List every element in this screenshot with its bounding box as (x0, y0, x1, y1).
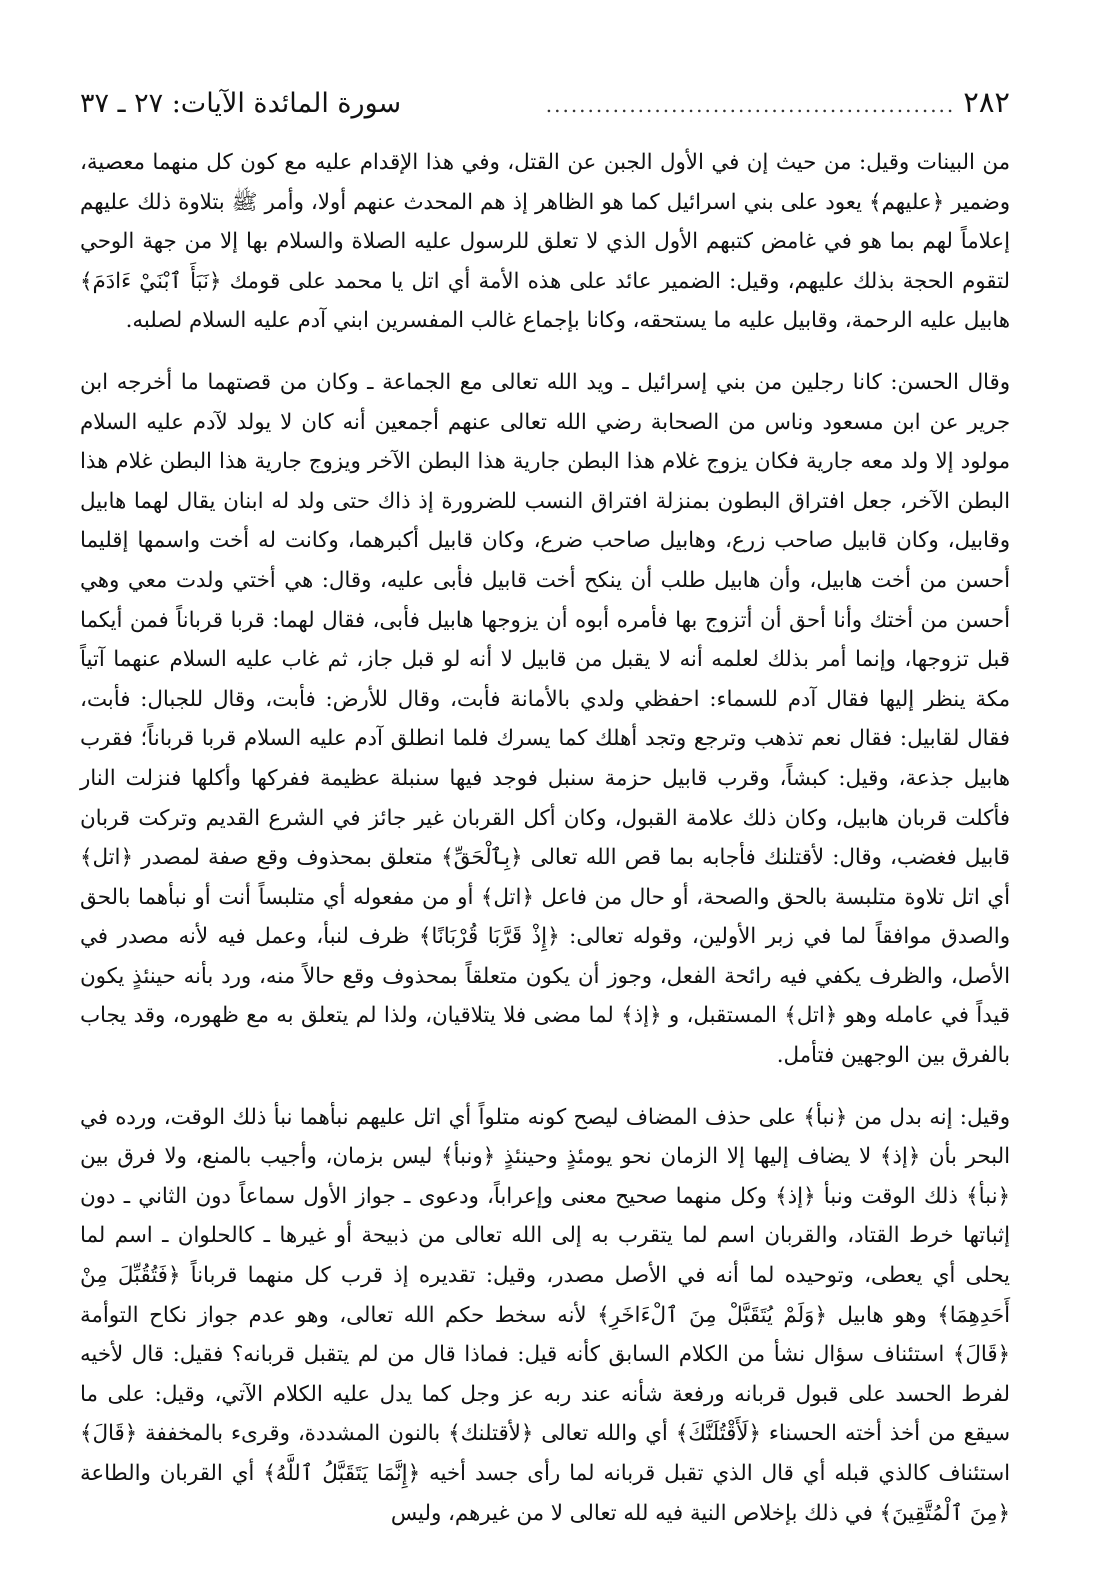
running-title: سورة المائدة الآيات: ٢٧ ـ ٣٧ (80, 88, 402, 119)
header-leader-dots: ................................................. (545, 93, 956, 117)
paragraph: وقال الحسن: كانا رجلين من بني إسرائيل ـ ويد الله تعالى مع الجماعة ـ وكان من قصتهما ما أخرجه ابن جرير عن ابن مسعود وناس من الصحابة رضي الله تعالى عنهم أجمعين أنه كان لا يولد لآدم عليه السلام مولود إلا ولد معه جارية فكان يزوج غلام هذا البطن جارية هذا البطن الآخر ويزوج جارية هذا البطن غلام هذا البطن الآخر، جعل افتراق البطون بمنزلة افتراق النسب للضرورة إذ ذاك حتى ولد له ابنان يقال لهما هابيل وقابيل، وكان قابيل صاحب زرع، وهابيل صاحب ضرع، وكان قابيل أكبرهما، وكانت له أخت واسمها إقليما أحسن من أخت هابيل، وأن هابيل طلب أن ينكح أخت قابيل فأبى عليه، وقال: هي أختي ولدت معي وهي أحسن من أختك وأنا أحق أن أتزوج بها فأمره أبوه أن يزوجها هابيل فأبى، فقال لهما: قربا قرباناً فمن أيكما قبل تزوجها، وإنما أمر بذلك لعلمه أنه لا يقبل من قابيل لا أنه لو قبل جاز، ثم غاب عليه السلام عنهما آتياً مكة ينظر إليها فقال آدم للسماء: احفظي ولدي بالأمانة فأبت، وقال للأرض: فأبت، وقال للجبال: فأبت، فقال لقابيل: فقال نعم تذهب وترجع وتجد أهلك كما يسرك فلما انطلق آدم عليه السلام قربا قرباناً؛ فقرب هابيل جذعة، وقيل: كبشاً، وقرب قابيل حزمة سنبل فوجد فيها سنبلة عظيمة ففركها وأكلها فنزلت النار فأكلت قربان هابيل، وكان ذلك علامة القبول، وكان أكل القربان غير جائز في الشرع القديم وتركت قربان قابيل فغضب، وقال: لأقتلنك فأجابه بما قص الله تعالى ﴿بِٱلْحَقِّ﴾ متعلق بمحذوف وقع صفة لمصدر ﴿اتل﴾ أي اتل تلاوة متلبسة بالحق والصحة، أو حال من فاعل ﴿اتل﴾ أو من مفعوله أي متلبساً أنت أو نبأهما بالحق والصدق موافقاً لما في زبر الأولين، وقوله تعالى: ﴿إِذْ قَرَّبَا قُرْبَانًا﴾ ظرف لنبأ، وعمل فيه لأنه مصدر في الأصل، والظرف يكفي فيه رائحة الفعل، وجوز أن يكون متعلقاً بمحذوف وقع حالاً منه، ورد بأنه حينئذٍ يكون قيداً في عامله وهو ﴿اتل﴾ المستقبل، و ﴿إذ﴾ لما مضى فلا يتلاقيان، ولذا لم يتعلق به مع ظهوره، وقد يجاب بالفرق بين الوجهين فتأمل. (80, 369, 1010, 1069)
running-header (80, 82, 1010, 125)
paragraph: من البينات وقيل: من حيث إن في الأول الجبن عن القتل، وفي هذا الإقدام عليه مع كون كل منهما معصية، وضمير ﴿عليهم﴾ يعود على بني اسرائيل كما هو الظاهر إذ هم المحدث عنهم أولا، وأمر ﷺ بتلاوة ذلك عليهم إعلاماً لهم بما هو في غامض كتبهم الأول الذي لا تعلق للرسول عليه الصلاة والسلام بها إلا من جهة الوحي لتقوم الحجة بذلك عليهم، وقيل: الضمير عائد على هذه الأمة أي اتل يا محمد على قومك ﴿نَبَأَ ٱبْنَيْ ءَادَمَ﴾ هابيل عليه الرحمة، وقابيل عليه ما يستحقه، وكانا بإجماع غالب المفسرين ابني آدم عليه السلام لصلبه. (80, 150, 1010, 334)
page-number: ٢٨٢ (963, 85, 1010, 119)
paragraph: وقيل: إنه بدل من ﴿نبأ﴾ على حذف المضاف ليصح كونه متلواً أي اتل عليهم نبأهما نبأ ذلك الوقت، ورده في البحر بأن ﴿إذ﴾ لا يضاف إليها إلا الزمان نحو يومئذٍ وحينئذٍ ﴿ونبأ﴾ ليس بزمان، وأجيب بالمنع، ولا فرق بين ﴿نبأ﴾ ذلك الوقت ونبأ ﴿إذ﴾ وكل منهما صحيح معنى وإعراباً، ودعوى ـ جواز الأول سماعاً دون الثاني ـ دون إثباتها خرط القتاد، والقربان اسم لما يتقرب به إلى الله تعالى من ذبيحة أو غيرها ـ كالحلوان ـ اسم لما يحلى أي يعطى، وتوحيده لما أنه في الأصل مصدر، وقيل: تقديره إذ قرب كل منهما قرباناً ﴿فَتُقُبِّلَ مِنْ أَحَدِهِمَا﴾ وهو هابيل ﴿وَلَمْ يُتَقَبَّلْ مِنَ ٱلْءَاخَرِ﴾ لأنه سخط حكم الله تعالى، وهو عدم جواز نكاح التوأمة ﴿قَالَ﴾ استئناف سؤال نشأ من الكلام السابق كأنه قيل: فماذا قال من لم يتقبل قربانه؟ فقيل: قال لأخيه لفرط الحسد على قبول قربانه ورفعة شأنه عند ربه عز وجل كما يدل عليه الكلام الآتي، وقيل: على ما سيقع من أخذ أخته الحسناء ﴿لَأَقْتُلَنَّكَ﴾ أي والله تعالى ﴿لأقتلنك﴾ بالنون المشددة، وقرىء بالمخففة ﴿قَالَ﴾ استئناف كالذي قبله أي قال الذي تقبل قربانه لما رأى جسد أخيه ﴿إِنَّمَا يَتَقَبَّلُ ٱللَّهُ﴾ أي القربان والطاعة ﴿مِنَ ٱلْمُتَّقِينَ﴾ في ذلك بإخلاص النية فيه لله تعالى لا من غيرهم، وليس (80, 1104, 1010, 1526)
